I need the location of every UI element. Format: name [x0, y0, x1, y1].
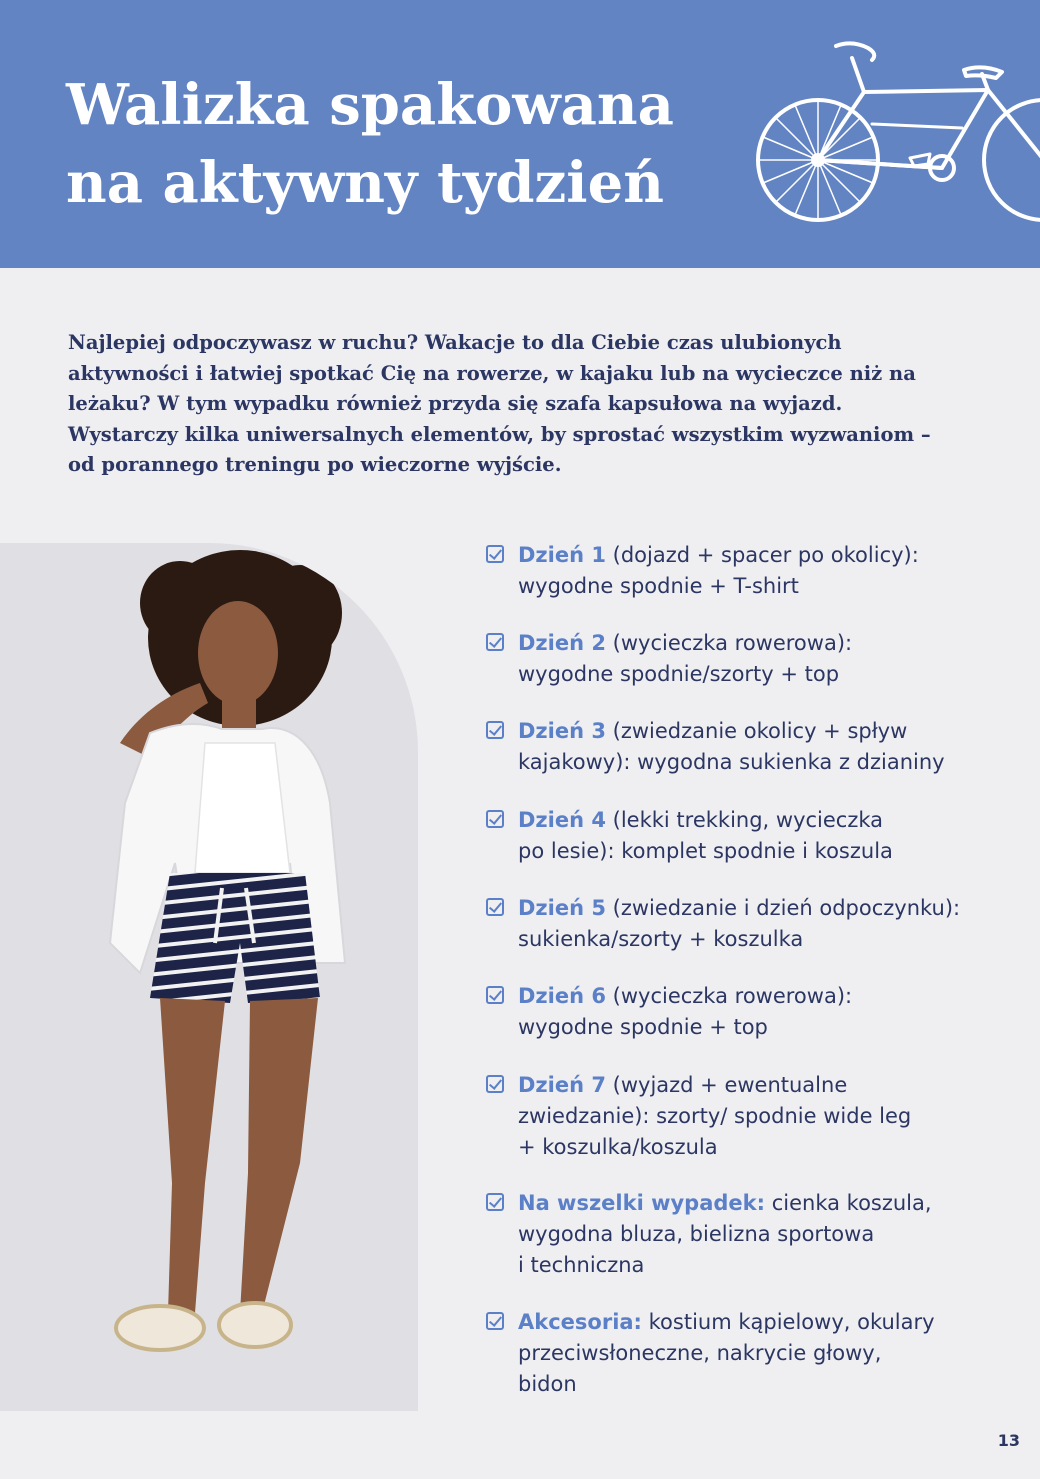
checkbox-checked-icon[interactable]: [486, 1312, 504, 1330]
checklist-item-detail: (wycieczka rowerowa): wygodne spodnie + top: [518, 984, 853, 1039]
model-illustration: [0, 543, 418, 1411]
checklist-item-detail: cienka koszula, wygodna bluza, bielizna sportowa i techniczna: [518, 1191, 932, 1277]
checklist-item-detail: (lekki trekking, wycieczka po lesie): komplet spodnie i koszula: [518, 808, 893, 863]
bicycle-icon: [752, 30, 1040, 240]
checklist-item-text: [518, 981, 1028, 1043]
checkbox-checked-icon[interactable]: [486, 810, 504, 828]
intro-paragraph: Najlepiej odpoczywasz w ruchu? Wakacje to dla Ciebie czas ulubionych aktywności i łatwiej spotkać Cię na rowerze, w kajaku lub na wycieczce niż na leżaku? W tym wypadku również przyda się szafa kapsułowa na wyjazd. Wystarczy kilka uniwersalnych elementów, by sprostać wszystkim wyzwaniom – od porannego treningu po wieczorne wyjście.: [68, 331, 931, 476]
checklist-item-head: Dzień 1: [518, 543, 606, 567]
checkbox-checked-icon[interactable]: [486, 898, 504, 916]
checklist-item-text: [518, 628, 1028, 690]
checkbox-checked-icon[interactable]: [486, 633, 504, 651]
model-photo: [0, 543, 418, 1411]
checkbox-checked-icon[interactable]: [486, 721, 504, 739]
checklist-item-detail: (zwiedzanie okolicy + spływ kajakowy): wygodna sukienka z dzianiny: [518, 719, 945, 774]
checklist-item-head: Dzień 5: [518, 896, 606, 920]
checklist-item-text: [518, 1188, 1028, 1281]
checkbox-checked-icon[interactable]: [486, 545, 504, 563]
checkbox-checked-icon[interactable]: [486, 986, 504, 1004]
page-number: 13: [997, 1431, 1020, 1450]
checklist-item-text: [518, 1307, 1028, 1400]
checklist-item-text: [518, 716, 1028, 778]
checklist-item-text: [518, 540, 1028, 602]
checklist-item-head: Akcesoria:: [518, 1310, 642, 1334]
page-title: [66, 66, 674, 222]
checkbox-checked-icon[interactable]: [486, 1075, 504, 1093]
checklist-item-head: Na wszelki wypadek:: [518, 1191, 766, 1215]
header-banner: [0, 0, 1040, 268]
checkbox-checked-icon[interactable]: [486, 1193, 504, 1211]
title-line-1: Walizka spakowana: [66, 72, 674, 138]
title-line-2: na aktywny tydzień: [66, 150, 664, 216]
checklist-item-detail: (wyjazd + ewentualne zwiedzanie): szorty/ spodnie wide leg + koszulka/koszula: [518, 1073, 912, 1159]
checklist-item-head: Dzień 3: [518, 719, 606, 743]
checklist-item-detail: kostium kąpielowy, okulary przeciwsłoneczne, nakrycie głowy, bidon: [518, 1310, 935, 1396]
checklist-item-detail: (dojazd + spacer po okolicy): wygodne spodnie + T-shirt: [518, 543, 919, 598]
checklist-item-head: Dzień 7: [518, 1073, 606, 1097]
checklist-item-detail: (wycieczka rowerowa): wygodne spodnie/szorty + top: [518, 631, 853, 686]
checklist-item-text: [518, 805, 1028, 867]
checklist-item-head: Dzień 4: [518, 808, 606, 832]
checklist-item-text: [518, 893, 1028, 955]
checklist-item-detail: (zwiedzanie i dzień odpoczynku): sukienka/szorty + koszulka: [518, 896, 961, 951]
checklist-item-head: Dzień 6: [518, 984, 606, 1008]
checklist-item-head: Dzień 2: [518, 631, 606, 655]
checklist-item-text: [518, 1070, 1028, 1163]
